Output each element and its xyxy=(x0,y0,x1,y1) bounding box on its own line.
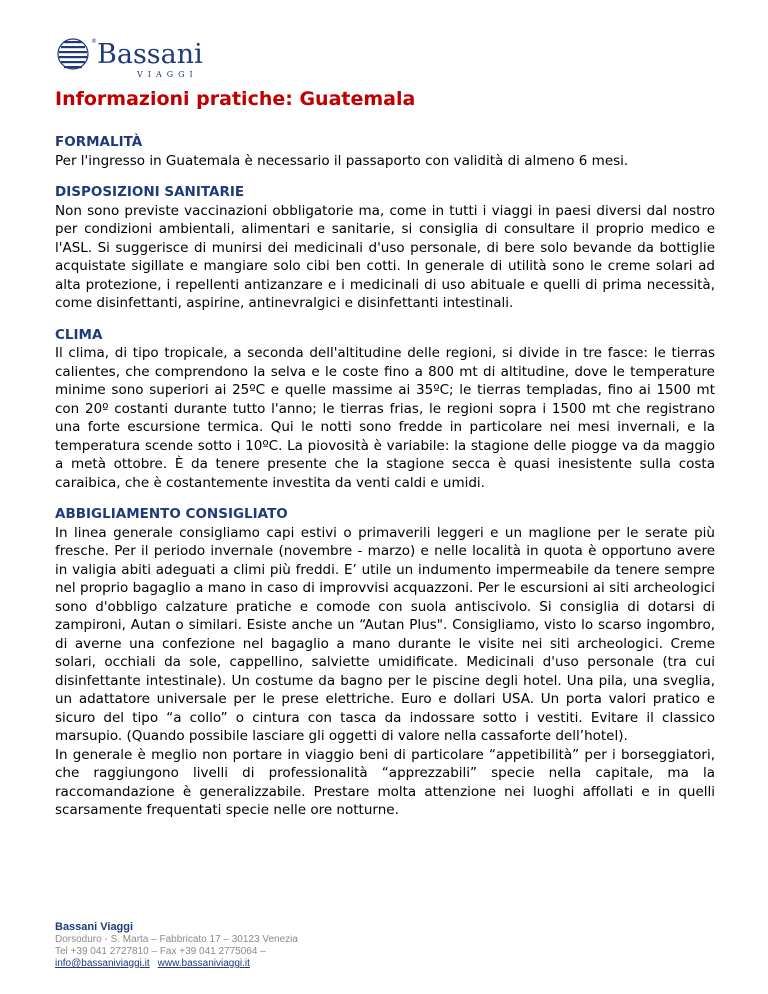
footer xyxy=(55,921,298,970)
section-paragraph: Per l'ingresso in Guatemala è necessario il passaporto con validità di almeno 6 mesi. xyxy=(55,152,629,169)
bassani-logo xyxy=(55,33,245,81)
section-heading: CLIMA xyxy=(55,326,103,343)
footer-website-link[interactable]: www.bassaniviaggi.it xyxy=(157,958,250,969)
content xyxy=(55,133,715,833)
footer-company: Bassani Viaggi xyxy=(55,921,134,933)
svg-text:®: ® xyxy=(91,38,97,45)
section-abbigliamento xyxy=(55,505,715,820)
logo-brand-text: Bassani xyxy=(97,39,203,70)
section-paragraph: Non sono previste vaccinazioni obbligatorie ma, come in tutti i viaggi in paesi diversi dal nostro per condizioni ambientali, alimentari e sanitarie, si consiglia di consultare il proprio medico e l'ASL. Si suggerisce di munirsi dei medicinali d'uso personale, di bere solo bevande da bottiglie acquistate sigillate e mangiare solo cibi ben cotti. In generale di utilità sono le creme solari ad alta protezione, i repellenti antizanzare e i medicinali di uso abituale e quelli di prima necessità, come disinfettanti, aspirine, antinevralgici e disinfettanti intestinali. xyxy=(55,202,715,311)
section-heading: ABBIGLIAMENTO CONSIGLIATO xyxy=(55,506,288,522)
logo-sub-text: VIAGGI xyxy=(137,70,198,79)
footer-links xyxy=(55,958,298,970)
footer-email-link[interactable]: info@bassaniviaggi.it xyxy=(55,958,150,969)
section-disposizioni-sanitarie xyxy=(55,183,715,313)
section-heading: DISPOSIZIONI SANITARIE xyxy=(55,184,245,200)
footer-phone: Tel +39 041 2727810 – Fax +39 041 2775064 – xyxy=(55,946,266,957)
section-heading: FORMALITÀ xyxy=(55,134,143,150)
section-paragraph: In linea generale consigliamo capi estivi o primaverili leggeri e un maglione per le serate più fresche. Per il periodo invernale (novembre - marzo) e nelle località in quota è opportuno avere in valigia abiti adeguati a climi più freddi. E’ utile un indumento impermeabile da tenere sempre nel proprio bagaglio a mano in caso di improvvisi acquazzoni. Per le escursioni ai siti archeologici sono d'obbligo calzature pratiche e comode con suola antiscivolo. Si consiglia di dotarsi di zampironi, Autan o similari. Esiste anche un “Autan Plus". Consigliamo, visto lo scarso ingombro, di averne una confezione nel bagaglio a mano durante le visite nei siti archeologici. Creme solari, occhiali da sole, cappellino, salviette umidificate. Medicinali d'uso personale (tra cui disinfettante intestinale). Un costume da bagno per le piscine degli hotel. Una pila, una sveglia, un adattatore universale per le prese elettriche. Euro e dollari USA. Un porta valori pratico e sicuro del tipo “a collo” o cintura con tasca da indossare sotto i vestiti. Evitare il classico marsupio. (Quando possibile lasciare gli oggetti di valore nella cassaforte dell’hotel). xyxy=(55,524,715,744)
section-formalita xyxy=(55,133,715,170)
footer-address: Dorsoduro - S. Marta – Fabbricato 17 – 30123 Venezia xyxy=(55,934,298,945)
section-paragraph: Il clima, di tipo tropicale, a seconda dell'altitudine delle regioni, si divide in tre fasce: le tierras calientes, che comprendono la selva e le coste fino a 800 mt di altitudine, dove le temperature minime sono superiori ai 25ºC e quelle massime ai 35ºC; le tierras templadas, fino ai 1500 mt con 20º costanti durante tutto l'anno; le tierras frias, le regioni sopra i 1500 mt che registrano una forte escursione termica. Qui le notti sono fredde in particolare nei mesi invernali, e la temperatura scende sotto i 10ºC. La piovosità è variabile: la stagione delle piogge va da maggio a metà ottobre. È da tenere presente che la stagione secca è quasi inesistente sulla costa caraibica, che è costantemente investita da venti caldi e umidi. xyxy=(55,345,715,491)
page-title: Informazioni pratiche: Guatemala xyxy=(55,88,416,110)
bassani-logo-mark xyxy=(55,33,245,81)
section-paragraph: In generale è meglio non portare in viaggio beni di particolare “appetibilità” per i borseggiatori, che raggiungono livelli di professionalità “apprezzabili” specie nella capitale, ma la raccomandazione è generalizzabile. Prestare molta attenzione nei luoghi affollati e in quelli scarsamente frequentati specie nelle ore notturne. xyxy=(55,746,715,818)
section-clima xyxy=(55,326,715,493)
